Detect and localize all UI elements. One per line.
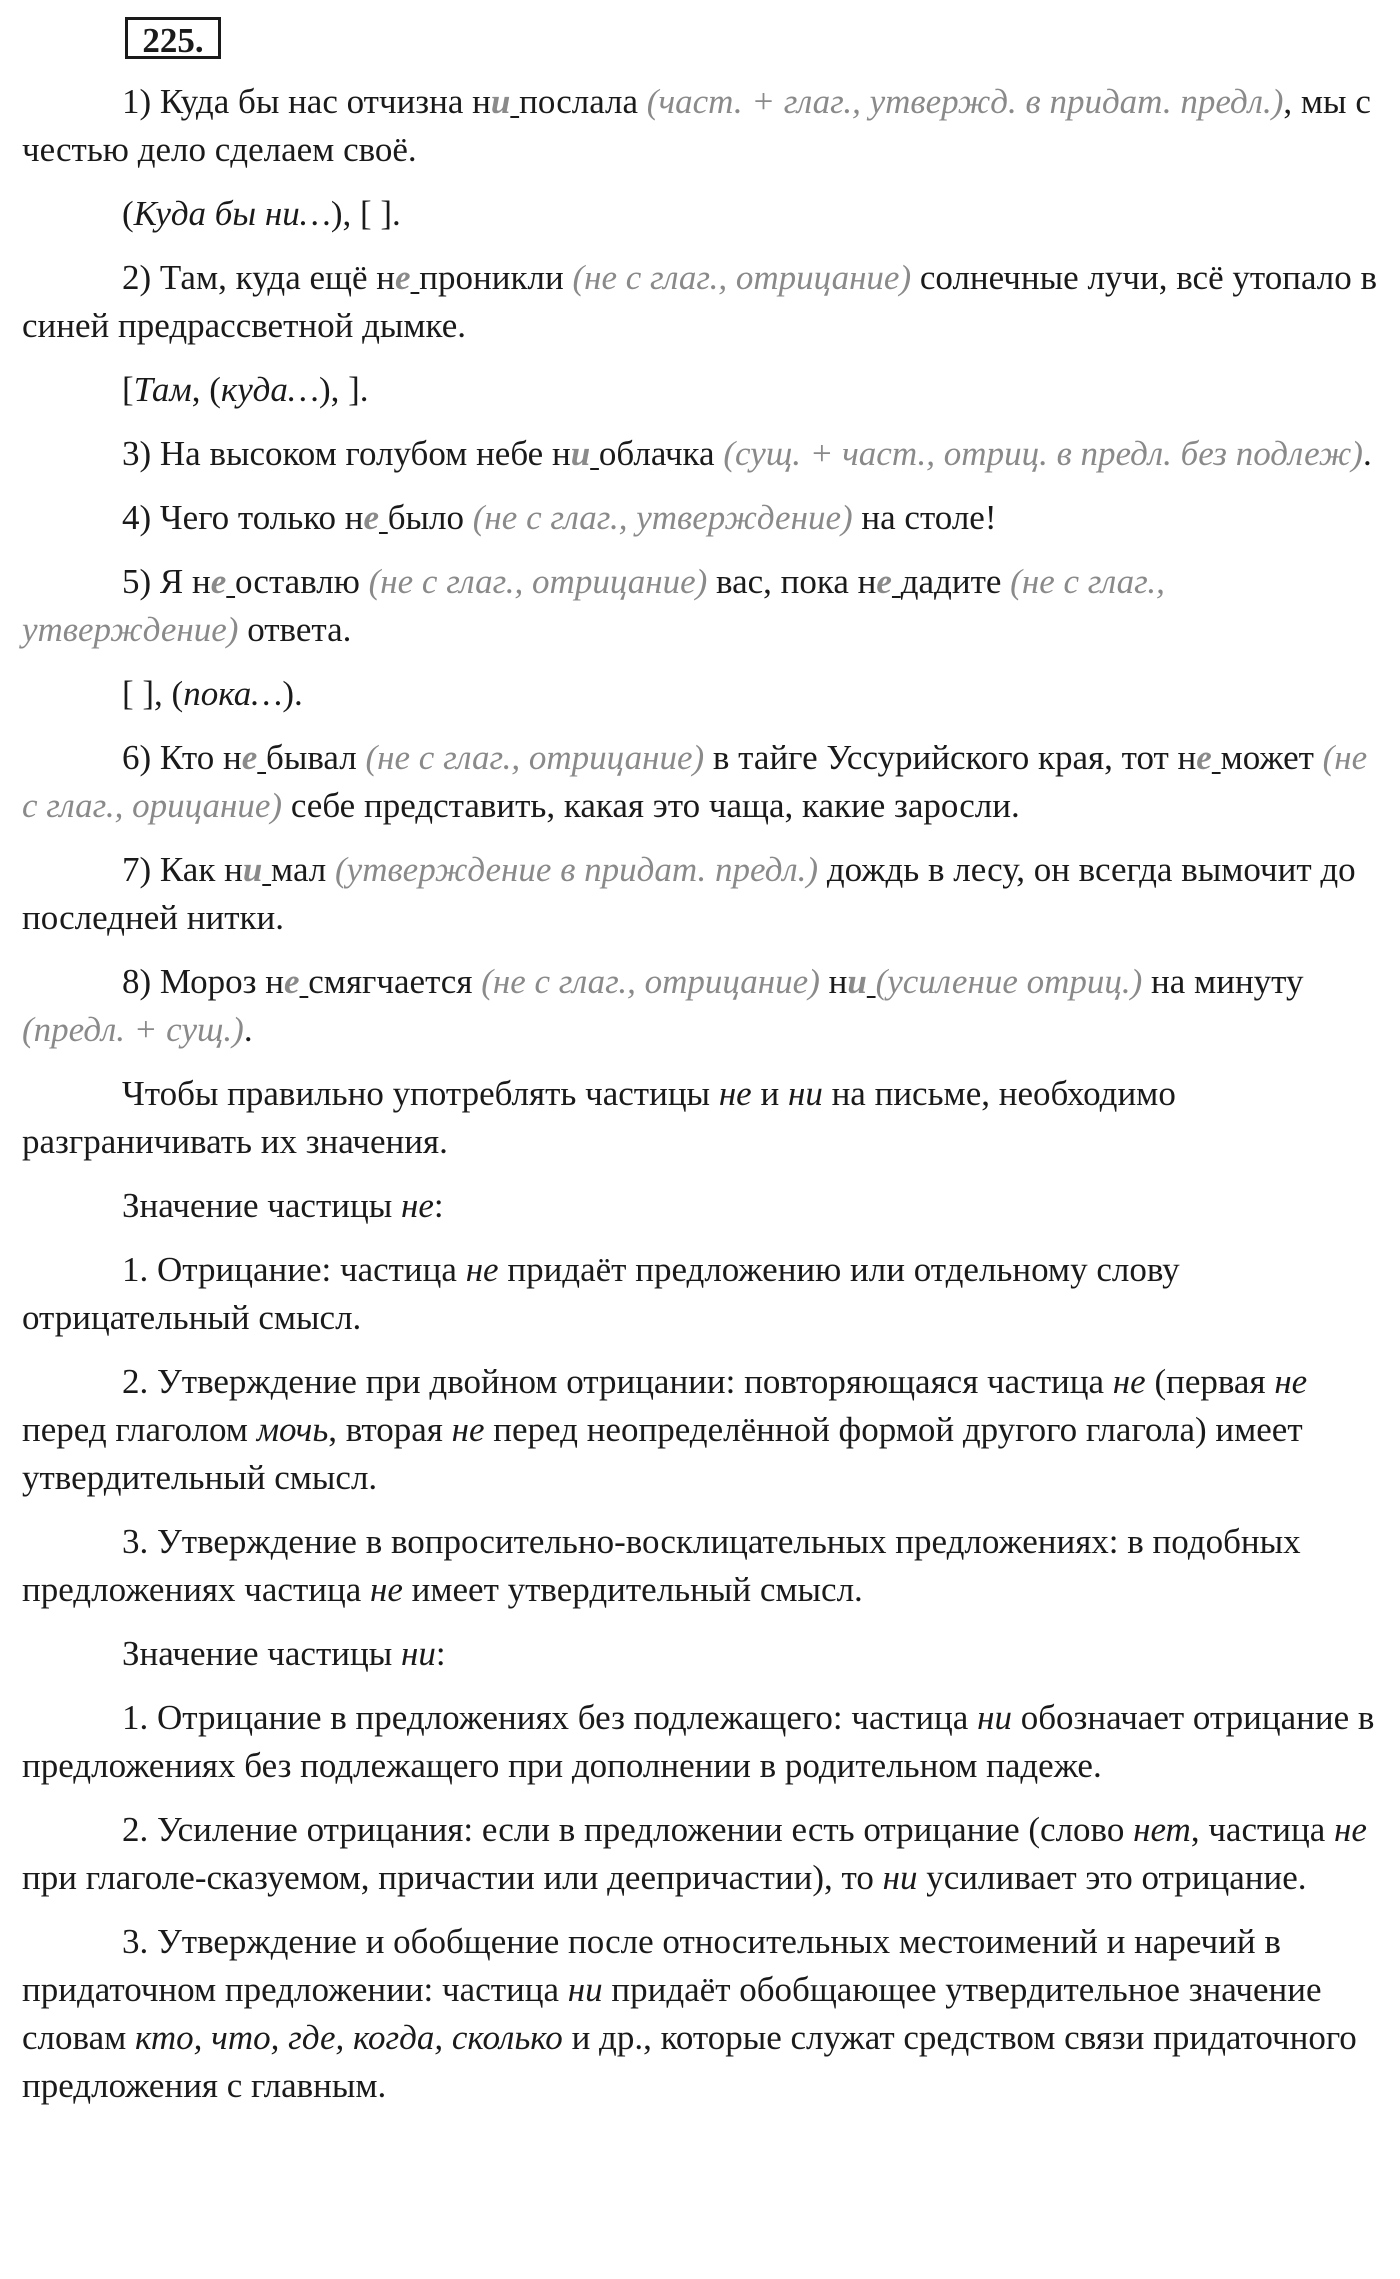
inserted-letter: и — [242, 850, 263, 889]
sentence-8 — [22, 958, 1380, 1054]
sentence-text: Куда бы нас отчизна н — [159, 82, 491, 121]
grammar-note: (част. + глаг., утвержд. в придат. предл.) — [646, 82, 1284, 121]
ni-heading: Значение частицы ни: — [122, 1634, 446, 1673]
sentence-number: 6) — [122, 738, 152, 777]
inserted-letter: и — [570, 434, 591, 473]
ne-heading: Значение частицы не: — [122, 1186, 444, 1225]
grammar-note: (утверждение в придат. предл.) — [335, 850, 819, 889]
sentence-text: бывал — [266, 738, 357, 777]
grammar-note: (не с глаг., утверждение) — [22, 562, 1165, 649]
sentence-text: проникли — [419, 258, 564, 297]
sentence-1 — [22, 78, 1380, 174]
grammar-note: (не с глаг., орицание) — [22, 738, 1368, 825]
ne-meaning-2: 2. Утверждение при двойном отрицании: повторяющаяся частица не (первая не перед глаголом мочь, вторая не перед неопределённой формой другого глагола) имеет утвердительный смысл. — [22, 1362, 1308, 1497]
ni-meaning-1: 1. Отрицание в предложениях без подлежащего: частица ни обозначает отрицание в предложениях без подлежащего при дополнении в родительном падеже. — [22, 1698, 1375, 1785]
inserted-letter: е — [241, 738, 258, 777]
sentence-text: . — [1362, 434, 1372, 473]
inserted-letter: е — [363, 498, 379, 537]
sentence-text: Я н — [159, 562, 211, 601]
sentence-text: дадите — [900, 562, 1002, 601]
ne-meaning-3: 3. Утверждение в вопросительно-восклицательных предложениях: в подобных предложениях частица не имеет утвердительный смысл. — [22, 1522, 1301, 1609]
grammar-note: (не с глаг., отрицание) — [365, 738, 705, 777]
theory-intro: Чтобы правильно употреблять частицы не и ни на письме, необходимо разграничивать их значения. — [22, 1074, 1176, 1161]
sentence-text: солнечные лучи, всё утопало в синей предрассветной дымке. — [22, 258, 1378, 345]
sentence-5 — [22, 558, 1380, 654]
sentence-text: дождь в лесу, он всегда вымочит до последней нитки. — [22, 850, 1356, 937]
grammar-note: (не с глаг., отрицание) — [481, 962, 820, 1001]
sentence-text: смягчается — [308, 962, 473, 1001]
sentence-text: Кто н — [159, 738, 242, 777]
sentence-number: 5) — [122, 562, 152, 601]
sentence-text: себе представить, какая это чаща, какие заросли. — [282, 786, 1020, 825]
grammar-note: (не с глаг., отрицание) — [368, 562, 708, 601]
underscore-gap — [257, 738, 266, 777]
grammar-note: (не с глаг., отрицание) — [572, 258, 912, 297]
sentence-text: Чего только н — [159, 498, 364, 537]
sentence-1-scheme: (Куда бы ни…), [ ]. — [122, 194, 401, 233]
sentence-text: послала — [519, 82, 639, 121]
sentence-text: Там, куда ещё н — [159, 258, 395, 297]
sentence-text: . — [243, 1010, 253, 1049]
sentence-2 — [22, 254, 1380, 350]
underscore-gap — [510, 82, 519, 121]
inserted-letter: е — [283, 962, 300, 1001]
sentence-text: облачка — [598, 434, 715, 473]
ni-meaning-2: 2. Усиление отрицания: если в предложении есть отрицание (слово нет, частица не при глаголе-сказуемом, причастии или деепричастии), то ни усиливает это отрицание. — [22, 1810, 1367, 1897]
ni-meaning-3: 3. Утверждение и обобщение после относительных местоимений и наречий в придаточном предложении: частица ни придаёт обобщающее утвердительное значение словам кто, что, где, когда, сколько и др., которые служат средством связи придаточного предложения с главным. — [22, 1922, 1357, 2105]
sentence-text: Мороз н — [159, 962, 284, 1001]
sentence-text: , мы с честью дело сделаем своё. — [22, 82, 1371, 169]
sentence-number: 7) — [122, 850, 152, 889]
inserted-letter: е — [1196, 738, 1212, 777]
grammar-note: (не с глаг., утверждение) — [472, 498, 853, 537]
grammar-note: (сущ. + част., отриц. в предл. без подлеж) — [723, 434, 1363, 473]
sentence-text: мал — [271, 850, 327, 889]
sentence-5-scheme: [ ], (пока…). — [122, 674, 303, 713]
sentence-number: 1) — [122, 82, 152, 121]
underscore-gap — [892, 562, 901, 601]
underscore-gap — [226, 562, 235, 601]
inserted-letter: и — [490, 82, 511, 121]
underscore-gap — [262, 850, 271, 889]
sentence-text: оставлю — [235, 562, 360, 601]
sentence-number: 4) — [122, 498, 152, 537]
inserted-letter: е — [210, 562, 227, 601]
sentence-2-scheme: [Там, (куда…), ]. — [122, 370, 369, 409]
grammar-note: (предл. + сущ.) — [22, 1010, 244, 1049]
sentence-text: н — [819, 962, 848, 1001]
inserted-letter: е — [876, 562, 892, 601]
sentence-text: в тайге Уссурийского края, тот н — [704, 738, 1197, 777]
underscore-gap — [867, 962, 876, 1001]
underscore-gap — [379, 498, 388, 537]
sentence-number: 8) — [122, 962, 152, 1001]
underscore-gap — [1212, 738, 1221, 777]
underscore-gap — [300, 962, 309, 1001]
sentence-text: Как н — [159, 850, 243, 889]
sentence-number: 2) — [122, 258, 152, 297]
exercise-number: 225. — [125, 17, 221, 59]
sentence-text: на столе! — [852, 498, 997, 537]
sentence-text: было — [387, 498, 465, 537]
sentence-3 — [22, 430, 1380, 478]
underscore-gap — [411, 258, 420, 297]
sentence-6 — [22, 734, 1380, 830]
sentence-text: ответа. — [238, 610, 352, 649]
sentence-7 — [22, 846, 1380, 942]
sentence-4 — [22, 494, 1380, 542]
sentence-text: может — [1220, 738, 1314, 777]
sentence-number: 3) — [122, 434, 152, 473]
inserted-letter: и — [847, 962, 867, 1001]
sentence-text: на минуту — [1142, 962, 1304, 1001]
inserted-letter: е — [395, 258, 411, 297]
sentence-text: На высоком голубом небе н — [159, 434, 571, 473]
grammar-note: (усиление отриц.) — [875, 962, 1143, 1001]
underscore-gap — [590, 434, 599, 473]
ne-meaning-1: 1. Отрицание: частица не придаёт предложению или отдельному слову отрицательный смысл. — [22, 1250, 1180, 1337]
exercise-content — [22, 78, 1380, 2126]
sentence-text: вас, пока н — [707, 562, 877, 601]
